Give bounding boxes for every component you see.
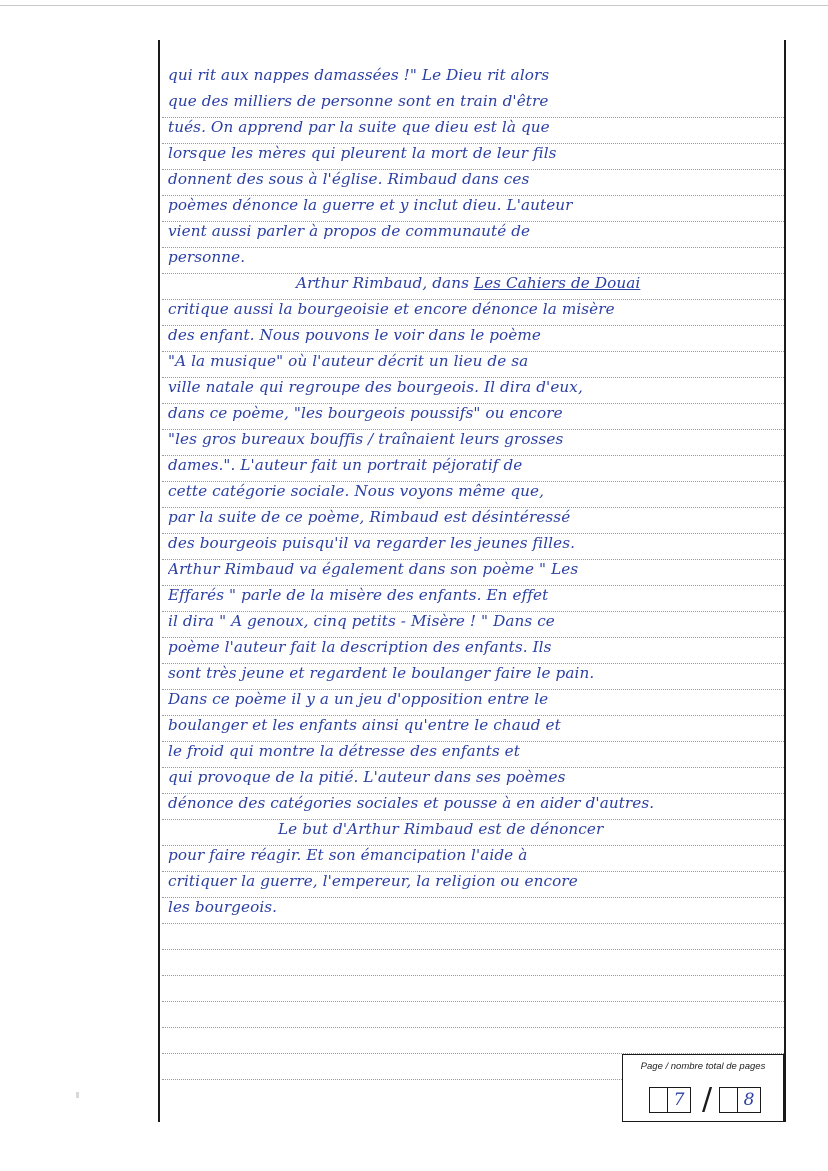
- text-line: boulanger et les enfants ainsi qu'entre le chaud et: [168, 716, 561, 734]
- book-title: Les Cahiers de Douai: [473, 274, 641, 292]
- text-line: poèmes dénonce la guerre et y inclut dieu. L'auteur: [168, 196, 573, 214]
- ruled-line: [162, 1028, 784, 1054]
- text-line: cette catégorie sociale. Nous voyons même que,: [168, 482, 545, 500]
- text-line: le froid qui montre la détresse des enfants et: [168, 742, 520, 760]
- ruled-line: [162, 924, 784, 950]
- page-total-blank: [719, 1087, 737, 1113]
- text-line: Effarés " parle de la misère des enfants. En effet: [168, 586, 549, 604]
- ruled-line: [162, 976, 784, 1002]
- text-line: dans ce poème, "les bourgeois poussifs" ou encore: [168, 404, 563, 422]
- page-number-label: Page / nombre total de pages: [640, 1061, 766, 1072]
- text-line: critiquer la guerre, l'empereur, la religion ou encore: [168, 872, 578, 890]
- page-total: 8: [737, 1087, 761, 1113]
- text-line: donnent des sous à l'église. Rimbaud dans ces: [168, 170, 530, 188]
- text-line: pour faire réagir. Et son émancipation l'aide à: [168, 846, 528, 864]
- left-margin-line: [158, 40, 160, 1122]
- text-line: dénonce des catégories sociales et pousse à en aider d'autres.: [168, 794, 655, 812]
- text-line: personne.: [168, 248, 246, 266]
- text-line: sont très jeune et regardent le boulanger faire le pain.: [168, 664, 595, 682]
- handwritten-text: [168, 62, 780, 920]
- text-line: qui rit aux nappes damassées !" Le Dieu rit alors: [168, 66, 550, 84]
- scan-speck: [76, 1092, 79, 1098]
- text-line: que des milliers de personne sont en train d'être: [168, 92, 549, 110]
- text-line: poème l'auteur fait la description des enfants. Ils: [168, 638, 552, 656]
- page-current: 7: [667, 1087, 691, 1113]
- text-line: Le but d'Arthur Rimbaud est de dénoncer: [278, 820, 604, 838]
- text-line: il dira " A genoux, cinq petits - Misère ! " Dans ce: [168, 612, 555, 630]
- page-separator: /: [701, 1082, 713, 1117]
- text-line: dames.". L'auteur fait un portrait péjoratif de: [168, 456, 523, 474]
- page-number-box: [622, 1054, 784, 1122]
- text-line: Arthur Rimbaud va également dans son poème " Les: [168, 560, 579, 578]
- page-current-blank: [649, 1087, 667, 1113]
- text-line: qui provoque de la pitié. L'auteur dans ses poèmes: [168, 768, 566, 786]
- text-line: "A la musique" où l'auteur décrit un lieu de sa: [168, 352, 529, 370]
- right-margin-line: [784, 40, 786, 1122]
- text-segment: Arthur Rimbaud, dans: [296, 274, 474, 292]
- text-line: par la suite de ce poème, Rimbaud est désintéressé: [168, 508, 571, 526]
- top-rule: [0, 5, 828, 6]
- ruled-line: [162, 950, 784, 976]
- text-line: les bourgeois.: [168, 898, 278, 916]
- text-line: "les gros bureaux bouffis / traînaient leurs grosses: [168, 430, 564, 448]
- text-line: des bourgeois puisqu'il va regarder les jeunes filles.: [168, 534, 576, 552]
- text-line: [168, 270, 780, 296]
- text-line: tués. On apprend par la suite que dieu est là que: [168, 118, 550, 136]
- text-line: vient aussi parler à propos de communauté de: [168, 222, 531, 240]
- text-line: des enfant. Nous pouvons le voir dans le poème: [168, 326, 541, 344]
- text-line: Dans ce poème il y a un jeu d'opposition entre le: [168, 690, 549, 708]
- text-line: lorsque les mères qui pleurent la mort de leur fils: [168, 144, 557, 162]
- text-line: critique aussi la bourgeoisie et encore dénonce la misère: [168, 300, 615, 318]
- text-line: ville natale qui regroupe des bourgeois. Il dira d'eux,: [168, 378, 583, 396]
- ruled-line: [162, 1002, 784, 1028]
